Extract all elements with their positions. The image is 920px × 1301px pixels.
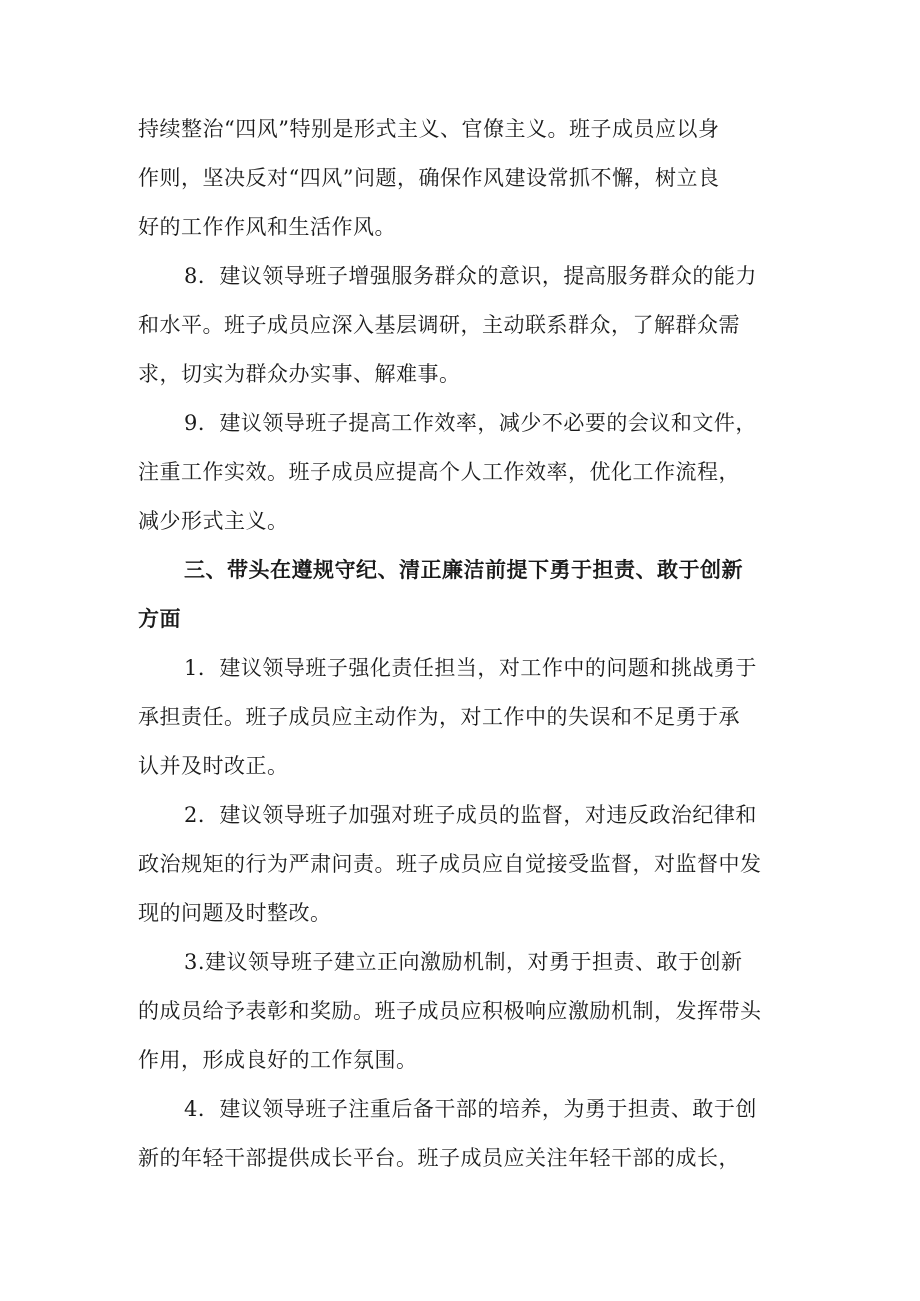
list-item-4: 4．建议领导班子注重后备干部的培养，为勇于担责、敢于创 bbox=[184, 1097, 757, 1121]
text-line: 和水平。班子成员应深入基层调研，主动联系群众，了解群众需 bbox=[138, 313, 740, 337]
list-item-2: 2．建议领导班子加强对班子成员的监督，对违反政治纪律和 bbox=[184, 803, 757, 827]
list-item-3: 3.建议领导班子建立正向激励机制，对勇于担责、敢于创新 bbox=[184, 950, 743, 974]
list-item-8: 8．建议领导班子增强服务群众的意识，提高服务群众的能力 bbox=[184, 264, 757, 288]
section-heading: 三、带头在遵规守纪、清正廉洁前提下勇于担责、敢于创新 bbox=[184, 558, 743, 582]
text-line: 求，切实为群众办实事、解难事。 bbox=[138, 362, 461, 386]
list-item-1: 1．建议领导班子强化责任担当，对工作中的问题和挑战勇于 bbox=[184, 656, 757, 680]
text-line: 注重工作实效。班子成员应提高个人工作效率，优化工作流程， bbox=[138, 460, 740, 484]
text-line: 作则，坚决反对“四风”问题，确保作风建设常抓不懈，树立良 bbox=[138, 166, 720, 190]
text-line: 的成员给予表彰和奖励。班子成员应积极响应激励机制，发挥带头 bbox=[138, 999, 762, 1023]
text-line: 新的年轻干部提供成长平台。班子成员应关注年轻干部的成长， bbox=[138, 1146, 740, 1170]
text-line: 作用，形成良好的工作氛围。 bbox=[138, 1048, 418, 1072]
text-line: 认并及时改正。 bbox=[138, 754, 289, 778]
text-line: 减少形式主义。 bbox=[138, 509, 289, 533]
text-line: 持续整治“四风”特别是形式主义、官僚主义。班子成员应以身 bbox=[138, 117, 720, 141]
text-line: 承担责任。班子成员应主动作为，对工作中的失误和不足勇于承 bbox=[138, 705, 740, 729]
text-line: 好的工作作风和生活作风。 bbox=[138, 215, 396, 239]
list-item-9: 9．建议领导班子提高工作效率，减少不必要的会议和文件， bbox=[184, 411, 757, 435]
text-line: 政治规矩的行为严肃问责。班子成员应自觉接受监督，对监督中发 bbox=[138, 852, 762, 876]
section-heading-continued: 方面 bbox=[138, 607, 181, 631]
text-line: 现的问题及时整改。 bbox=[138, 901, 332, 925]
